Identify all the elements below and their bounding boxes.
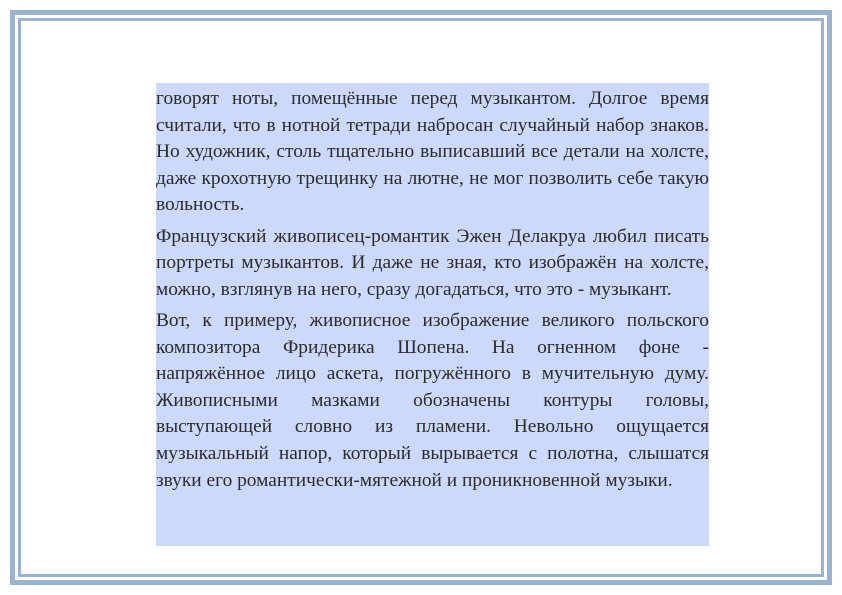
text-block (156, 83, 709, 546)
paragraph-2: Французский живописец-романтик Эжен Делакруа любил писать портреты музыкантов. И даже не зная, кто изображён на холсте, можно, взглянув на него, сразу догадаться, что это - музыкант. (156, 225, 709, 300)
paragraph-3: Вот, к примеру, живописное изображение великого польского композитора Фридерика Шопена. На огненном фоне - напряжённое лицо аскета, погружённого в мучительную думу. Живописными мазками обозначены контуры головы, выступающей словно из пламени. Невольно ощущается музыкальный напор, который вырывается с полотна, слышатся звуки его романтически-мятежной и проникновенной музыки. (156, 309, 709, 491)
paragraph-1: говорят ноты, помещённые перед музыкантом. Долгое время считали, что в нотной тетради набросан случайный набор знаков. Но художник, столь тщательно выписавший все детали на холсте, даже крохотную трещинку на лютне, не мог позволить себе такую вольность. (156, 88, 709, 216)
